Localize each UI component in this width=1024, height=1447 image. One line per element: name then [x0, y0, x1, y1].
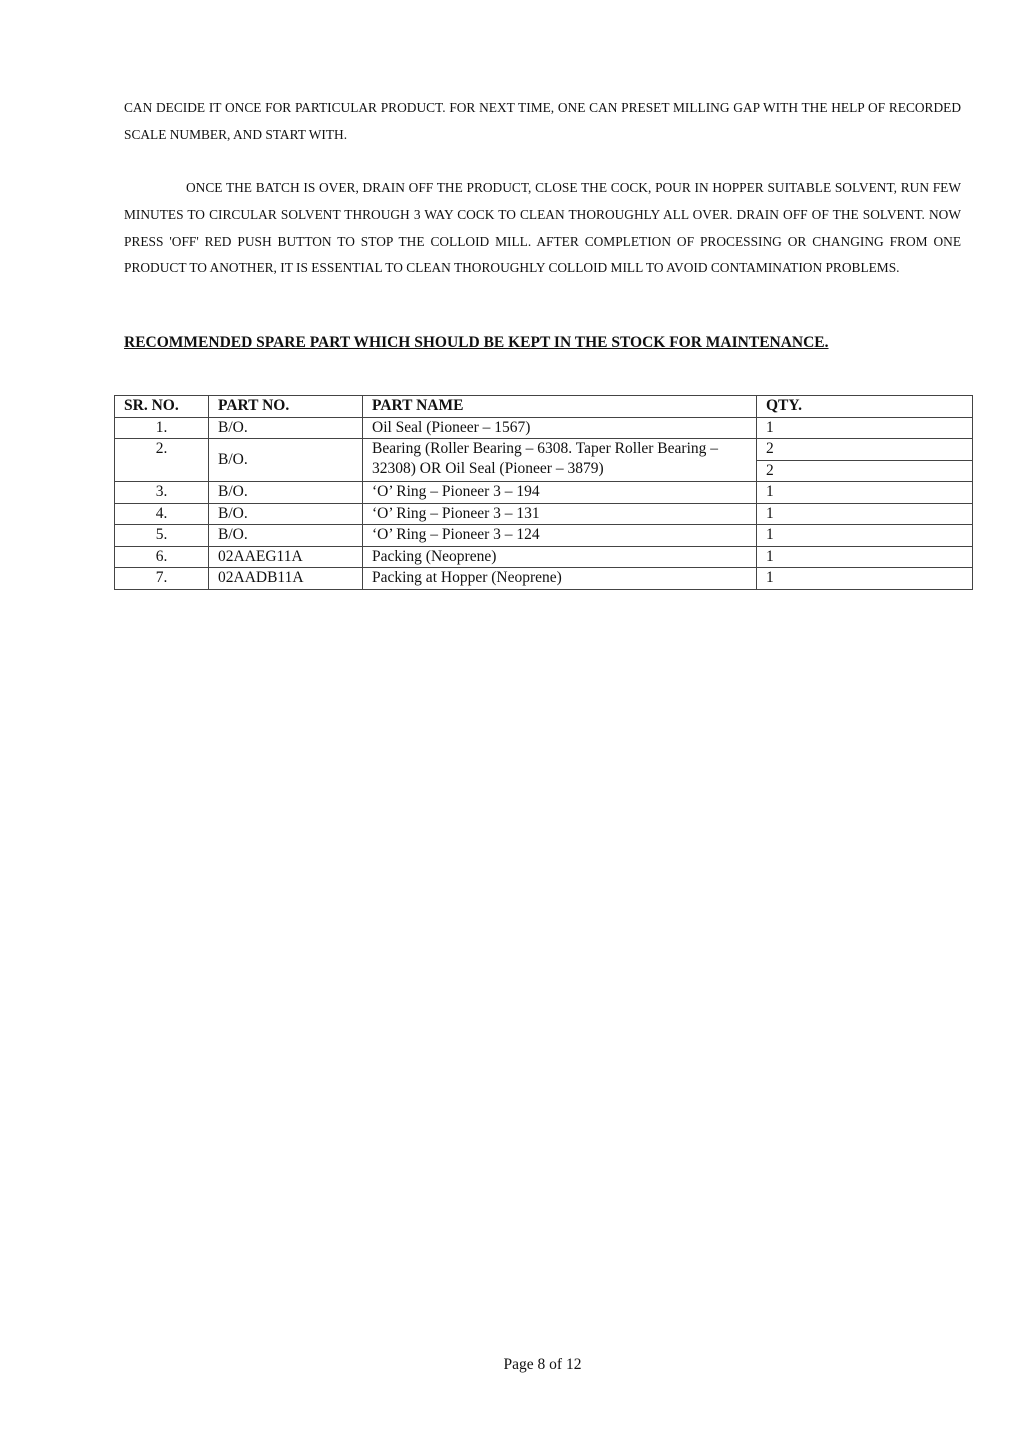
cell-part-name: ‘O’ Ring – Pioneer 3 – 124 [363, 525, 757, 547]
cell-qty: 1 [757, 503, 973, 525]
cell-sr-no: 7. [115, 568, 209, 590]
header-part-name: PART NAME [363, 396, 757, 418]
table-row [115, 417, 973, 439]
table-row [115, 525, 973, 547]
cell-part-no: B/O. [209, 503, 363, 525]
cell-part-no: B/O. [209, 417, 363, 439]
cell-part-no: B/O. [209, 439, 363, 482]
table-row [115, 482, 973, 504]
cell-qty: 1 [757, 568, 973, 590]
cell-part-no: 02AADB11A [209, 568, 363, 590]
cell-part-name: Packing at Hopper (Neoprene) [363, 568, 757, 590]
cell-part-name: ‘O’ Ring – Pioneer 3 – 131 [363, 503, 757, 525]
cell-qty: 1 [757, 546, 973, 568]
table-header-row [115, 396, 973, 418]
cell-part-name: ‘O’ Ring – Pioneer 3 – 194 [363, 482, 757, 504]
spare-parts-table [114, 395, 973, 590]
cell-part-name: Bearing (Roller Bearing – 6308. Taper Roller Bearing – 32308) OR Oil Seal (Pioneer – 3879) [363, 439, 757, 482]
cell-part-no: 02AAEG11A [209, 546, 363, 568]
cell-qty-second: 2 [757, 460, 973, 482]
cell-sr-no: 5. [115, 525, 209, 547]
cell-part-no: B/O. [209, 525, 363, 547]
cell-part-no: B/O. [209, 482, 363, 504]
spare-parts-heading: RECOMMENDED SPARE PART WHICH SHOULD BE KEPT IN THE STOCK FOR MAINTENANCE. [124, 334, 829, 351]
cell-qty: 2 [757, 439, 973, 461]
cell-qty: 1 [757, 417, 973, 439]
cell-part-name: Packing (Neoprene) [363, 546, 757, 568]
page-number: Page 8 of 12 [503, 1356, 582, 1373]
cell-qty: 1 [757, 525, 973, 547]
header-qty: QTY. [757, 396, 973, 418]
table-row [115, 439, 973, 461]
cell-part-name: Oil Seal (Pioneer – 1567) [363, 417, 757, 439]
body-paragraph-cleaning-instructions: ONCE THE BATCH IS OVER, DRAIN OFF THE PRODUCT, CLOSE THE COCK, POUR IN HOPPER SUITABLE SOLVENT, RUN FEW MINUTES TO CIRCULAR SOLVENT THROUGH 3 WAY COCK TO CLEAN THOROUGHLY ALL OVER. DRAIN OFF OF THE SOLVENT. NOW PRESS 'OFF' RED PUSH BUTTON TO STOP THE COLLOID MILL. AFTER COMPLETION OF PROCESSING OR CHANGING FROM ONE PRODUCT TO ANOTHER, IT IS ESSENTIAL TO CLEAN THOROUGHLY COLLOID MILL TO AVOID CONTAMINATION PROBLEMS. [124, 180, 961, 276]
cell-qty: 1 [757, 482, 973, 504]
cell-sr-no: 4. [115, 503, 209, 525]
header-sr-no: SR. NO. [115, 396, 209, 418]
table-row [115, 568, 973, 590]
cell-sr-no: 6. [115, 546, 209, 568]
body-paragraph-continuation: CAN DECIDE IT ONCE FOR PARTICULAR PRODUCT. FOR NEXT TIME, ONE CAN PRESET MILLING GAP WITH THE HELP OF RECORDED SCALE NUMBER, AND START WITH. [124, 100, 961, 142]
header-part-no: PART NO. [209, 396, 363, 418]
cell-sr-no: 2. [115, 439, 209, 482]
table-row [115, 503, 973, 525]
cell-sr-no: 1. [115, 417, 209, 439]
cell-sr-no: 3. [115, 482, 209, 504]
table-row [115, 546, 973, 568]
